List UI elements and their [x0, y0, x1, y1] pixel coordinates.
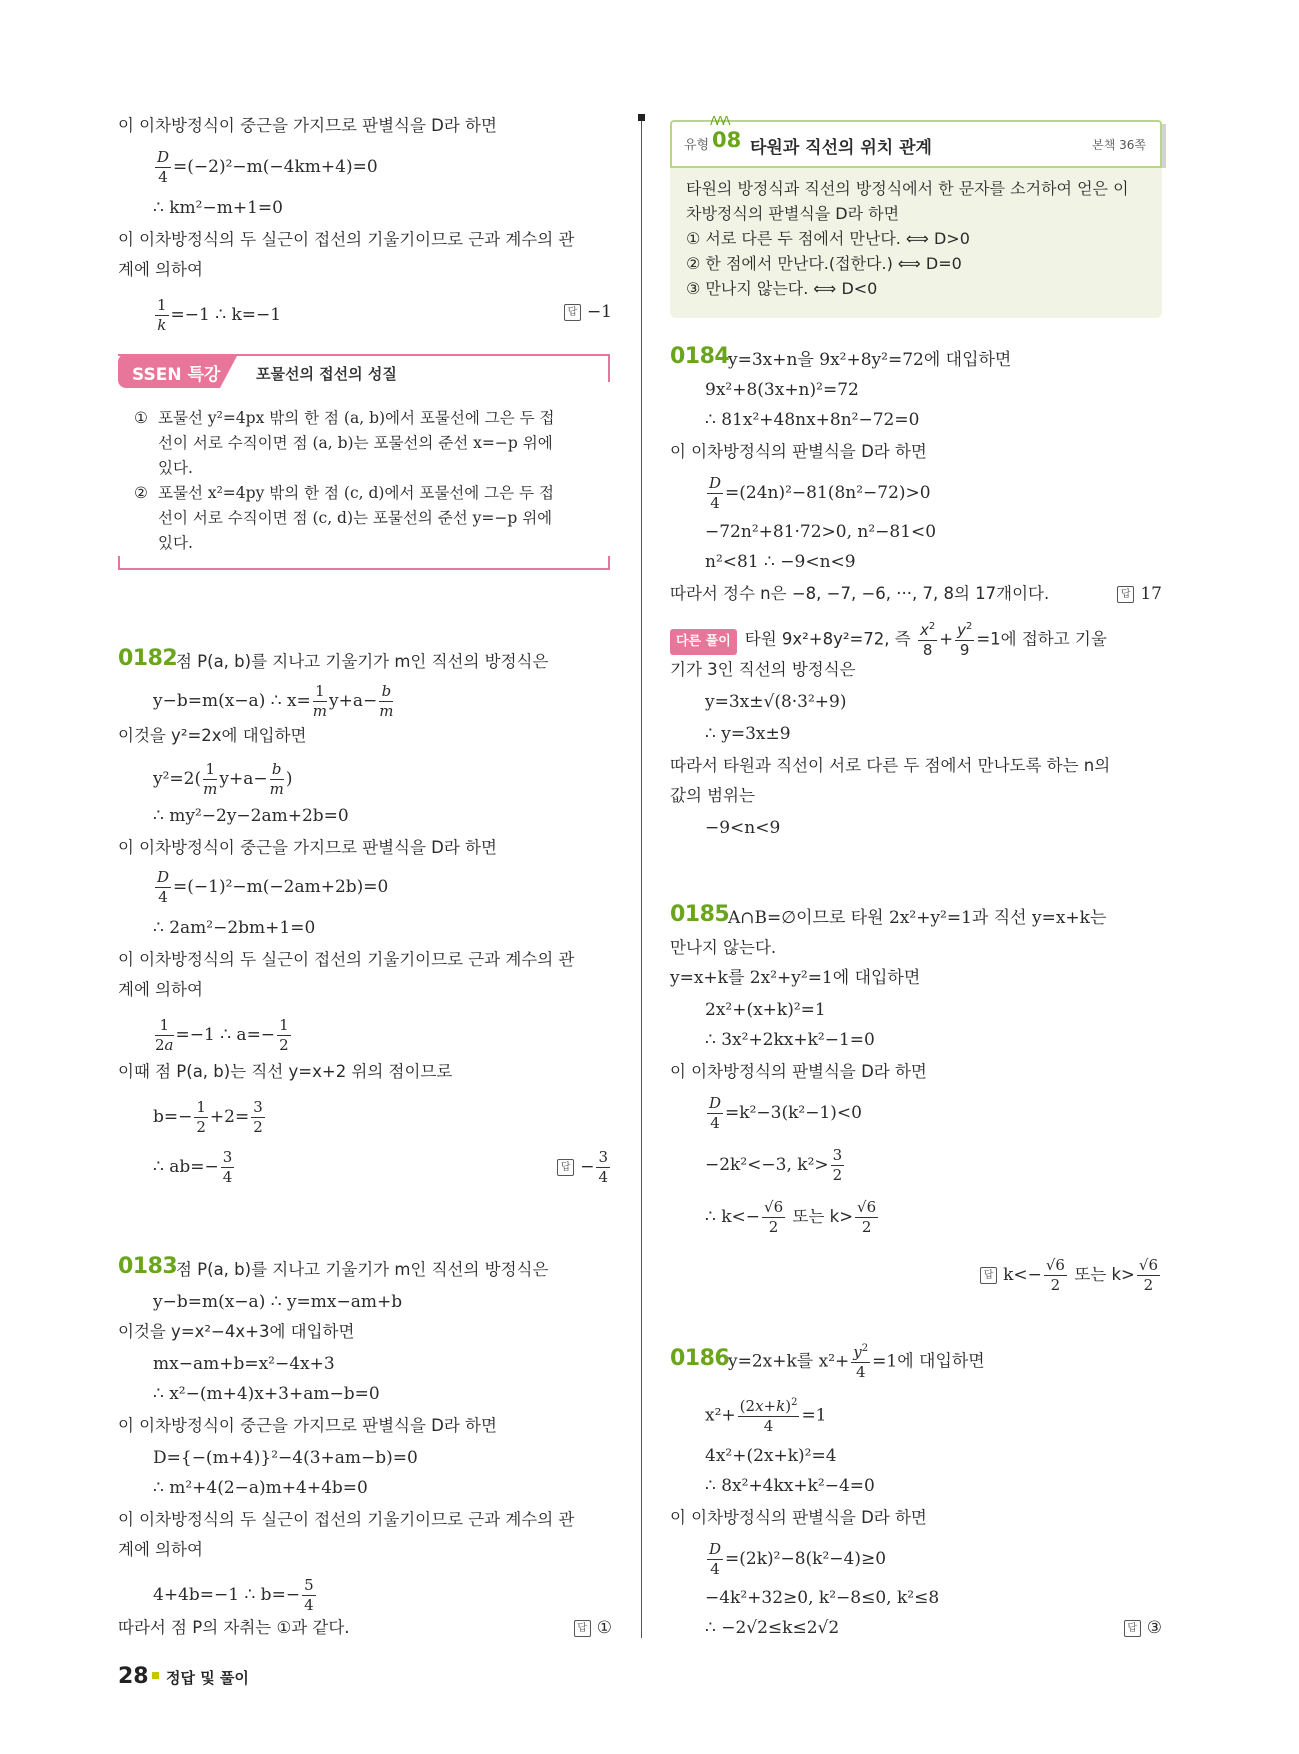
text-line: 기가 3인 직선의 방정식은 — [670, 660, 856, 679]
text-line: 따라서 점 P의 자취는 ①과 같다. — [118, 1618, 350, 1637]
alt-solution-badge: 다른 풀이 — [670, 629, 737, 655]
ssen-item: ① 포물선 y²=4px 밖의 한 점 (a, b)에서 포물선에 그은 두 접 선이 서로 수직이면 점 (a, b)는 포물선의 준선 x=−p 위에 있다. — [134, 409, 555, 477]
type-reference: 본책 36쪽 — [1092, 138, 1146, 152]
equation: 9x²+8(3x+n)²=72 — [705, 380, 859, 400]
equation: mx−am+b=x²−4x+3 — [153, 1354, 335, 1374]
text-line: 점 P(a, b)를 지나고 기울기가 m인 직선의 방정식은 — [176, 1260, 549, 1279]
problem-number: 0185 — [670, 902, 730, 927]
footer-marker — [152, 1672, 159, 1679]
type-header — [670, 114, 1162, 169]
equation: −4k²+32≥0, k²−8≤0, k²≤8 — [705, 1588, 940, 1608]
equation: y−b=m(x−a) ∴ y=mx−am+b — [153, 1292, 403, 1312]
text-line: y=3x+n을 9x²+8y²=72에 대입하면 — [728, 350, 1012, 370]
equation: ∴ km²−m+1=0 — [153, 198, 283, 218]
text-line: 만나지 않는다. — [670, 938, 777, 957]
page-number: 28 — [118, 1664, 149, 1689]
ssen-special-box — [118, 354, 610, 570]
equation: x²+ $\frac{(2x+k)^2}{4}$ =1 — [705, 1397, 827, 1435]
equation: ∴ ab=− $\frac{3}{4}$ — [153, 1148, 233, 1186]
equation: y=2x+k를 x²+ $\frac{y^2}{4}$ =1에 대입하면 — [728, 1343, 985, 1381]
text-line: 이 이차방정식이 중근을 가지므로 판별식을 D라 하면 — [118, 838, 497, 857]
equation: y²=2( $\frac{1}{m}$ y+a− $\frac{b}{m}$ ) — [153, 760, 293, 798]
equation: y−b=m(x−a) ∴ x= $\frac{1}{m}$ y+a− $\frac{b}{m}$ — [153, 682, 394, 720]
answer-icon: 답 — [1117, 586, 1134, 603]
type-body — [670, 168, 1162, 318]
equation: ∴ m²+4(2−a)m+4+4b=0 — [153, 1478, 368, 1498]
text-line: 차방정식의 판별식을 D라 하면 — [686, 204, 900, 223]
text-line: 계에 의하여 — [118, 980, 203, 999]
text-line: 이 이차방정식이 중근을 가지므로 판별식을 D라 하면 — [118, 116, 497, 135]
column-divider — [641, 114, 642, 1638]
equation: 4x²+(2x+k)²=4 — [705, 1446, 837, 1466]
equation: $\frac{D}{4}$ =(−2)²−m(−4km+4)=0 — [157, 148, 378, 186]
problem-number: 0184 — [670, 344, 730, 369]
answer: 답 −1 — [564, 300, 612, 324]
text-line: 이 이차방정식의 판별식을 D라 하면 — [670, 1062, 927, 1081]
answer: 답 ① — [574, 1616, 612, 1640]
text-line: 점 P(a, b)를 지나고 기울기가 m인 직선의 방정식은 — [176, 652, 549, 671]
text-line: 따라서 정수 n은 −8, −7, −6, ···, 7, 8의 17개이다. — [670, 584, 1050, 603]
equation: $\frac{1}{k}$ =−1 ∴ k=−1 — [157, 296, 282, 334]
equation: $\frac{D}{4}$ =(24n)²−81(8n²−72)>0 — [709, 474, 931, 512]
equation: 2x²+(x+k)²=1 — [705, 1000, 826, 1020]
text-line: 계에 의하여 — [118, 260, 203, 279]
problem-number: 0182 — [118, 646, 178, 671]
equation: −9<n<9 — [705, 818, 781, 838]
equation: D={−(m+4)}²−4(3+am−b)=0 — [153, 1448, 418, 1468]
equation: 4+4b=−1 ∴ b=− $\frac{5}{4}$ — [153, 1576, 314, 1614]
text-line: 이것을 y=x²−4x+3에 대입하면 — [118, 1322, 355, 1341]
text-line: 이 이차방정식의 두 실근이 접선의 기울기이므로 근과 계수의 관 — [118, 230, 575, 249]
divider-marker — [638, 114, 645, 121]
equation: $\frac{D}{4}$ =k²−3(k²−1)<0 — [709, 1094, 862, 1132]
text-line: y=x+k를 2x²+y²=1에 대입하면 — [670, 968, 921, 988]
ssen-title: 포물선의 접선의 성질 — [256, 365, 397, 383]
problem-number: 0186 — [670, 1346, 730, 1371]
equation: b=− $\frac{1}{2}$ +2= $\frac{3}{2}$ — [153, 1098, 263, 1136]
answer: 답 k<− $\frac{√6}{2}$ 또는 k> $\frac{√6}{2}$ — [980, 1258, 1162, 1293]
equation: −2k²<−3, k²> $\frac{3}{2}$ — [705, 1146, 843, 1184]
equation: ∴ 8x²+4kx+k²−4=0 — [705, 1476, 875, 1496]
type-number: 08 — [712, 128, 742, 152]
answer-icon: 답 — [980, 1267, 997, 1284]
equation: ∴ my²−2y−2am+2b=0 — [153, 806, 349, 826]
equation: ∴ x²−(m+4)x+3+am−b=0 — [153, 1384, 380, 1404]
equation: $\frac{1}{2a}$ =−1 ∴ a=− $\frac{1}{2}$ — [155, 1016, 289, 1054]
answer-icon: 답 — [574, 1620, 591, 1637]
text-line: ② 한 점에서 만난다.(접한다.) ⟺ D=0 — [686, 254, 962, 273]
answer: 답 ③ — [1124, 1616, 1162, 1640]
equation: n²<81 ∴ −9<n<9 — [705, 552, 856, 572]
footer-label: 정답 및 풀이 — [166, 1669, 249, 1687]
text-line: 값의 범위는 — [670, 786, 755, 805]
ssen-badge-text: SSEN 특강 — [132, 365, 221, 385]
answer: 답 − $\frac{3}{4}$ — [557, 1150, 612, 1185]
text-line: ③ 만나지 않는다. ⟺ D<0 — [686, 279, 878, 298]
text-line: 이 이차방정식의 판별식을 D라 하면 — [670, 442, 927, 461]
ssen-body — [134, 406, 554, 556]
text-line: 이 이차방정식의 두 실근이 접선의 기울기이므로 근과 계수의 관 — [118, 1510, 575, 1529]
equation: $\frac{D}{4}$ =(−1)²−m(−2am+2b)=0 — [157, 868, 389, 906]
type-label: 유형 — [684, 138, 710, 153]
type-box — [670, 114, 1162, 316]
answer-icon: 답 — [564, 304, 581, 321]
text-line: 이것을 y²=2x에 대입하면 — [118, 726, 307, 745]
alt-solution-line: 다른 풀이 타원 9x²+8y²=72, 즉 $\frac{x^2}{8}$ + $\frac{y^2}{9}$ =1에 접하고 기울 — [670, 622, 1107, 658]
text-line: 이때 점 P(a, b)는 직선 y=x+2 위의 점이므로 — [118, 1062, 453, 1081]
equation: $\frac{D}{4}$ =(2k)²−8(k²−4)≥0 — [709, 1540, 887, 1578]
text-line: 이 이차방정식의 두 실근이 접선의 기울기이므로 근과 계수의 관 — [118, 950, 575, 969]
answer-icon: 답 — [1124, 1620, 1141, 1637]
equation: ∴ 2am²−2bm+1=0 — [153, 918, 316, 938]
text-line: 계에 의하여 — [118, 1540, 203, 1559]
text-line: 이 이차방정식의 판별식을 D라 하면 — [670, 1508, 927, 1527]
text-line: A∩B=∅이므로 타원 2x²+y²=1과 직선 y=x+k는 — [728, 908, 1107, 928]
text-line: 따라서 타원과 직선이 서로 다른 두 점에서 만나도록 하는 n의 — [670, 756, 1111, 775]
problem-number: 0183 — [118, 1254, 178, 1279]
equation: ∴ −2√2≤k≤2√2 — [705, 1618, 840, 1638]
text-line: 이 이차방정식이 중근을 가지므로 판별식을 D라 하면 — [118, 1416, 497, 1435]
type-title: 타원과 직선의 위치 관계 — [750, 138, 932, 158]
wave-icon: ᐱᐱᐱ — [710, 114, 729, 128]
answer-icon: 답 — [557, 1159, 574, 1176]
equation: y=3x±√(8·3²+9) — [705, 692, 847, 712]
equation: ∴ 81x²+48nx+8n²−72=0 — [705, 410, 920, 430]
equation: ∴ y=3x±9 — [705, 724, 791, 744]
equation: −72n²+81·72>0, n²−81<0 — [705, 522, 937, 542]
answer: 답 17 — [1117, 582, 1162, 606]
equation: ∴ 3x²+2kx+k²−1=0 — [705, 1030, 875, 1050]
text-line: ① 서로 다른 두 점에서 만난다. ⟺ D>0 — [686, 229, 970, 248]
text-line: 타원의 방정식과 직선의 방정식에서 한 문자를 소거하여 얻은 이 — [686, 179, 1129, 198]
equation: ∴ k<− $\frac{√6}{2}$ 또는 k> $\frac{√6}{2}$ — [705, 1198, 877, 1236]
ssen-item: ② 포물선 x²=4py 밖의 한 점 (c, d)에서 포물선에 그은 두 접 선이 서로 수직이면 점 (c, d)는 포물선의 준선 y=−p 위에 있다. — [134, 484, 554, 552]
